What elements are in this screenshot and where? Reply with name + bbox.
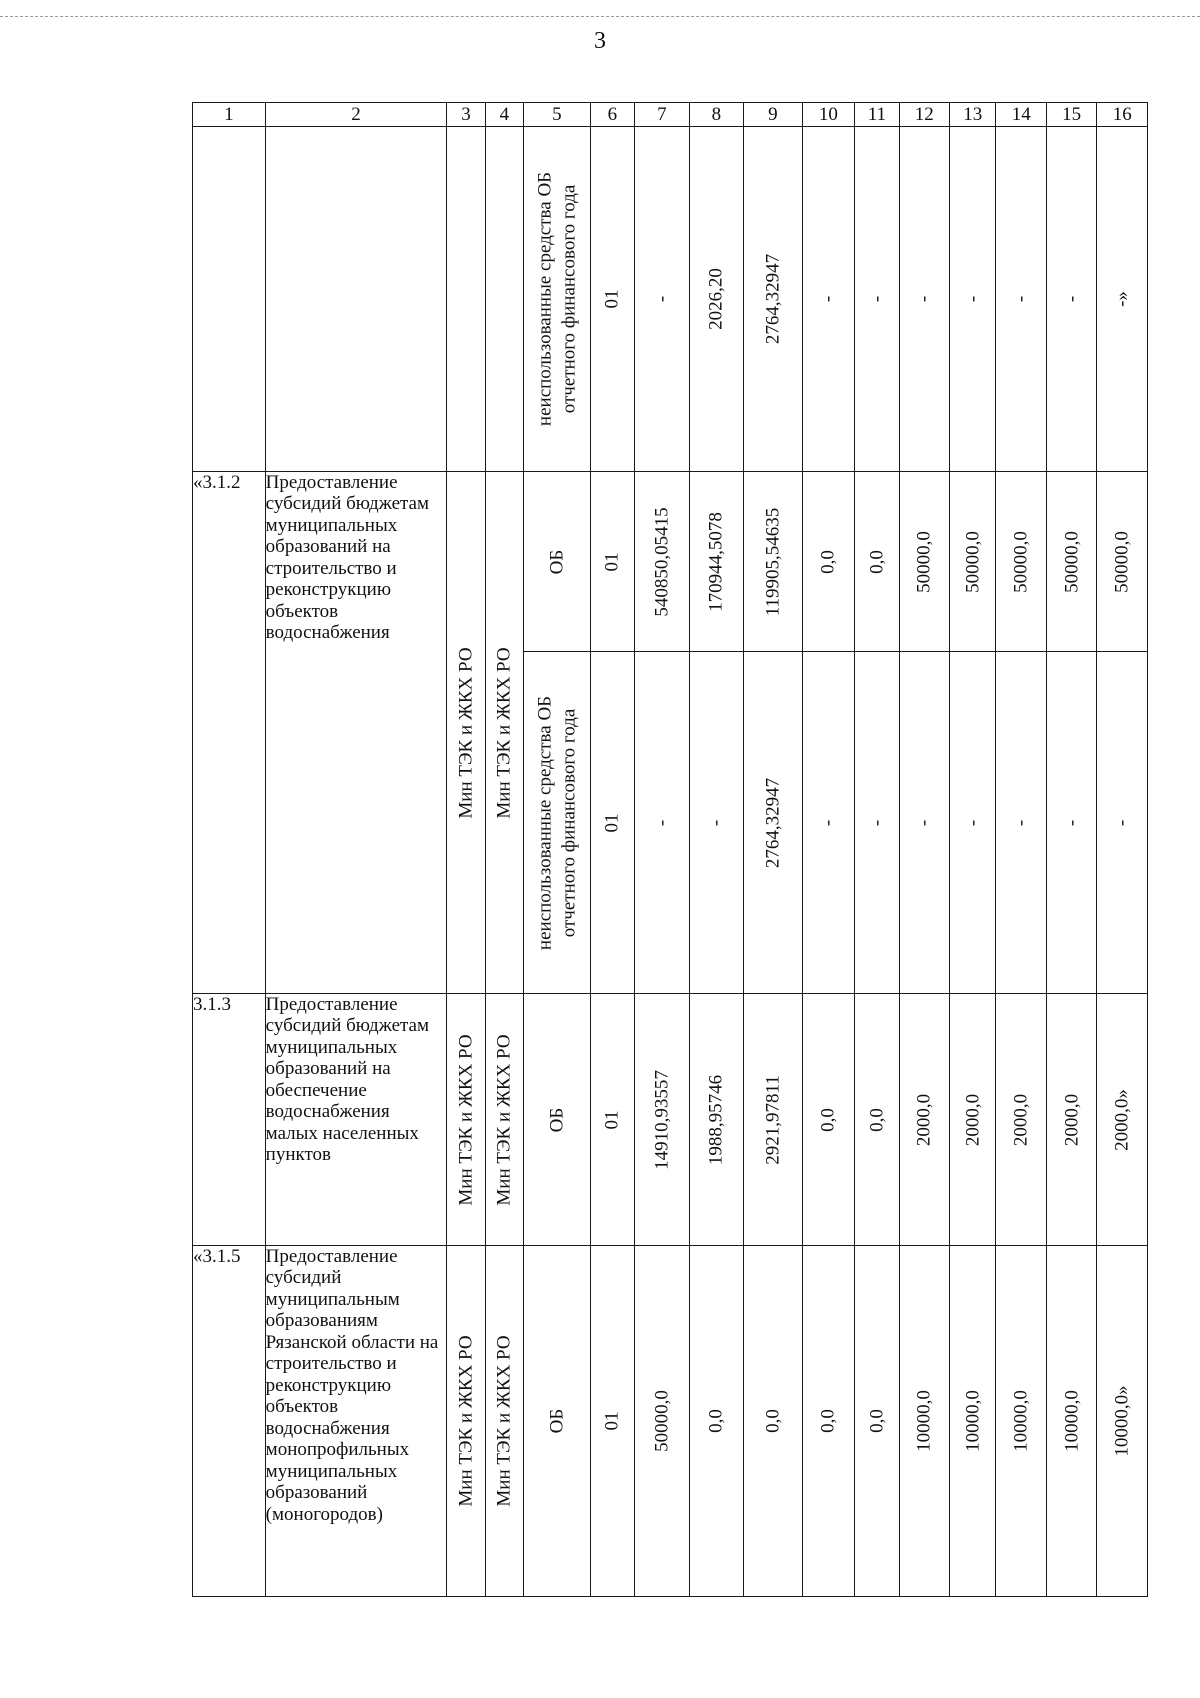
value-cell: 50000,0 [996,472,1046,652]
value-cell: - [1046,652,1096,994]
funding-source-cell: ОБ [524,472,591,652]
value-cell: 2764,32947 [744,127,803,472]
row-number: «3.1.2 [193,472,266,994]
funding-source-cell: неиспользованные средства ОБ отчетного финансового года [524,127,591,472]
value-cell: 10000,0 [996,1246,1046,1597]
value-cell: - [950,127,996,472]
value-cell: 170944,5078 [689,472,744,652]
value-cell: 2000,0» [1097,994,1148,1246]
value-cell: 50000,0 [1046,472,1096,652]
header-row [193,103,1148,127]
value-cell: - [855,652,899,994]
col-header-10: 10 [802,103,854,127]
coexecutor-cell: Мин ТЭК и ЖКХ РО [485,1246,523,1597]
executor-cell [447,127,485,472]
value-cell: - [996,127,1046,472]
funding-source-cell: ОБ [524,994,591,1246]
col-header-8: 8 [689,103,744,127]
value-cell: 0,0 [802,472,854,652]
table-row [193,1246,1148,1597]
value-cell: - [899,652,949,994]
scan-top-edge [0,16,1200,17]
value-cell: 50000,0 [950,472,996,652]
value-cell: - [950,652,996,994]
code-cell: 01 [590,472,634,652]
value-cell: 10000,0 [950,1246,996,1597]
col-header-1: 1 [193,103,266,127]
col-header-15: 15 [1046,103,1096,127]
value-cell: - [1097,652,1148,994]
coexecutor-cell: Мин ТЭК и ЖКХ РО [485,994,523,1246]
value-cell: 50000,0 [899,472,949,652]
value-cell: 0,0 [689,1246,744,1597]
value-cell: 1988,95746 [689,994,744,1246]
code-cell: 01 [590,994,634,1246]
col-header-16: 16 [1097,103,1148,127]
value-cell: - [802,652,854,994]
code-cell: 01 [590,652,634,994]
value-cell: 2000,0 [1046,994,1096,1246]
value-cell: - [802,127,854,472]
value-cell: 0,0 [855,472,899,652]
table-row [193,994,1148,1246]
value-cell: 50000,0 [635,1246,690,1597]
value-cell: 119905,54635 [744,472,803,652]
value-cell: 0,0 [855,994,899,1246]
col-header-5: 5 [524,103,591,127]
value-cell: 540850,05415 [635,472,690,652]
value-cell: 2000,0 [899,994,949,1246]
page-number: 3 [594,28,606,54]
funding-source-cell: ОБ [524,1246,591,1597]
value-cell: - [996,652,1046,994]
value-cell: - [855,127,899,472]
col-header-13: 13 [950,103,996,127]
col-header-11: 11 [855,103,899,127]
value-cell: - [689,652,744,994]
value-cell: -» [1097,127,1148,472]
row-number: 3.1.3 [193,994,266,1246]
col-header-14: 14 [996,103,1046,127]
row-number: «3.1.5 [193,1246,266,1597]
value-cell: - [899,127,949,472]
row-number [193,127,266,472]
value-cell: 10000,0» [1097,1246,1148,1597]
value-cell: - [635,127,690,472]
col-header-2: 2 [265,103,447,127]
value-cell: 2026,20 [689,127,744,472]
row-description: Предоставление субсидий муниципальным образованиям Рязанской области на строительство и реконструкцию объектов водоснабжения монопрофильных муниципальных образований (моногородов) [265,1246,447,1597]
row-description: Предоставление субсидий бюджетам муниципальных образований на обеспечение водоснабжения малых населенных пунктов [265,994,447,1246]
value-cell: 0,0 [855,1246,899,1597]
value-cell: 2921,97811 [744,994,803,1246]
col-header-9: 9 [744,103,803,127]
value-cell: - [1046,127,1096,472]
executor-cell: Мин ТЭК и ЖКХ РО [447,994,485,1246]
program-table [192,102,1148,1597]
executor-cell: Мин ТЭК и ЖКХ РО [447,1246,485,1597]
col-header-6: 6 [590,103,634,127]
value-cell: 2000,0 [996,994,1046,1246]
coexecutor-cell [485,127,523,472]
col-header-3: 3 [447,103,485,127]
value-cell: 0,0 [802,1246,854,1597]
value-cell: 0,0 [744,1246,803,1597]
value-cell: - [635,652,690,994]
table-row [193,127,1148,472]
executor-cell: Мин ТЭК и ЖКХ РО [447,472,485,994]
funding-source-cell: неиспользованные средства ОБ отчетного финансового года [524,652,591,994]
row-description: Предоставление субсидий бюджетам муниципальных образований на строительство и реконструкцию объектов водоснабжения [265,472,447,994]
table-row [193,472,1148,652]
code-cell: 01 [590,1246,634,1597]
value-cell: 2764,32947 [744,652,803,994]
coexecutor-cell: Мин ТЭК и ЖКХ РО [485,472,523,994]
value-cell: 2000,0 [950,994,996,1246]
value-cell: 10000,0 [899,1246,949,1597]
col-header-4: 4 [485,103,523,127]
value-cell: 50000,0 [1097,472,1148,652]
col-header-7: 7 [635,103,690,127]
row-description [265,127,447,472]
col-header-12: 12 [899,103,949,127]
value-cell: 14910,93557 [635,994,690,1246]
value-cell: 0,0 [802,994,854,1246]
value-cell: 10000,0 [1046,1246,1096,1597]
code-cell: 01 [590,127,634,472]
